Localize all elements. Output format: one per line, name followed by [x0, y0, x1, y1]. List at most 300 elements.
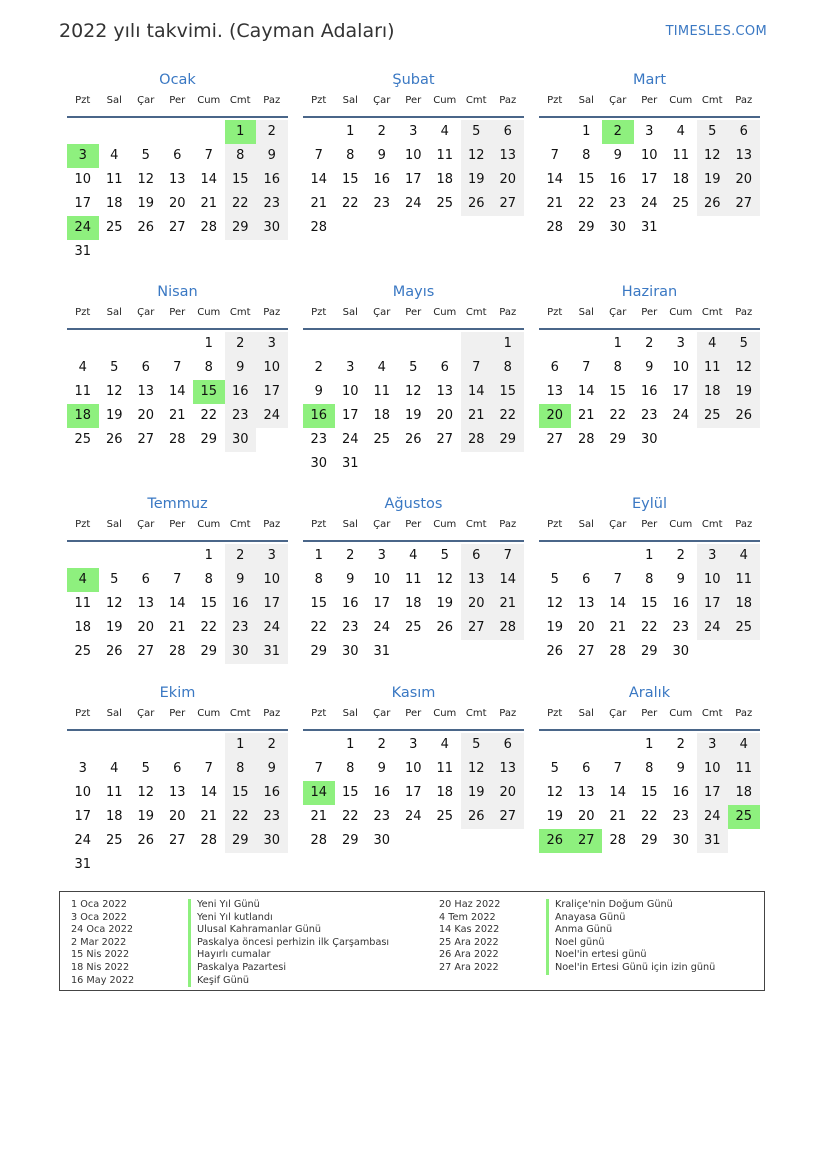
- weekday-header: [539, 514, 760, 542]
- holiday-date: 1 Oca 2022: [71, 899, 127, 910]
- calendar-day: 11: [436, 148, 454, 163]
- calendar-day: 26: [105, 432, 123, 447]
- calendar-day: 6: [173, 761, 182, 776]
- calendar-day: 3: [697, 733, 729, 757]
- calendar-day: 3: [346, 360, 355, 375]
- calendar-day: 26: [137, 220, 155, 235]
- weekday-label: Per: [405, 307, 422, 318]
- calendar-day: 18: [105, 809, 123, 824]
- weekday-label: Per: [169, 307, 186, 318]
- calendar-day: 9: [645, 360, 654, 375]
- calendar-day: 10: [373, 572, 391, 587]
- calendar-day: 8: [645, 761, 654, 776]
- calendar-day: 7: [613, 572, 622, 587]
- calendar-day: 6: [728, 120, 760, 144]
- calendar-day: 11: [105, 785, 123, 800]
- weekday-label: Cum: [197, 519, 221, 530]
- calendar-day: 18: [404, 596, 422, 611]
- calendar-day: 16: [256, 168, 288, 192]
- holiday-date: 25 Ara 2022: [439, 936, 499, 948]
- weekday-label: Sal: [342, 307, 358, 318]
- empty-cell: [99, 332, 131, 356]
- empty-cell: [303, 733, 335, 757]
- calendar-day: 24: [373, 620, 391, 635]
- calendar-day: 19: [461, 168, 493, 192]
- calendar-day: 17: [697, 592, 729, 616]
- calendar-day: 5: [461, 120, 493, 144]
- weekday-label: Pzt: [75, 708, 91, 719]
- calendar-day: 6: [141, 572, 150, 587]
- calendar-day: 3: [67, 144, 99, 168]
- calendar-day: 24: [640, 196, 658, 211]
- calendar-day: 4: [67, 568, 99, 592]
- empty-cell: [130, 544, 162, 568]
- calendar-day: 19: [436, 596, 454, 611]
- calendar-day: 30: [341, 644, 359, 659]
- calendar-day: 29: [225, 216, 257, 240]
- calendar-day: 16: [373, 172, 391, 187]
- calendar-day: 13: [492, 757, 524, 781]
- calendar-day: 28: [609, 833, 627, 848]
- weekday-label: Cum: [433, 708, 457, 719]
- calendar-day: 22: [640, 620, 658, 635]
- calendar-day: 13: [168, 172, 186, 187]
- calendar-day: 11: [404, 572, 422, 587]
- holiday-names-right: [546, 899, 715, 975]
- calendar-day: 4: [697, 332, 729, 356]
- weekday-label: Pzt: [311, 95, 327, 106]
- calendar-day: 20: [137, 408, 155, 423]
- holiday-date: 3 Oca 2022: [71, 911, 127, 923]
- calendar-day: 22: [200, 408, 218, 423]
- calendar-day: 10: [74, 785, 92, 800]
- empty-cell: [539, 332, 571, 356]
- calendar-day: 13: [546, 384, 564, 399]
- weekday-label: Paz: [499, 708, 517, 719]
- weekday-header: [539, 302, 760, 330]
- calendar-day: 8: [314, 572, 323, 587]
- weekday-label: Sal: [578, 519, 594, 530]
- calendar-day: 17: [404, 172, 422, 187]
- calendar-day: 28: [168, 644, 186, 659]
- calendar-day: 18: [105, 196, 123, 211]
- holiday-name: Ulusal Kahramanlar Günü: [188, 924, 389, 937]
- calendar-day: 26: [404, 432, 422, 447]
- calendar-day: 9: [225, 356, 257, 380]
- holiday-name: Paskalya Pazartesi: [188, 962, 389, 975]
- calendar-day: 10: [341, 384, 359, 399]
- calendar-day: 2: [256, 733, 288, 757]
- calendar-day: 11: [74, 384, 92, 399]
- calendar-day: 31: [697, 829, 729, 853]
- calendar-day: 8: [492, 356, 524, 380]
- calendar-day: 3: [697, 544, 729, 568]
- calendar-day: 2: [377, 124, 386, 139]
- day-grid: [303, 120, 524, 240]
- weekday-label: Per: [169, 708, 186, 719]
- weekday-label: Cum: [433, 519, 457, 530]
- weekday-label: Per: [169, 519, 186, 530]
- month-name: Kasım: [391, 685, 436, 701]
- calendar-day: 31: [341, 456, 359, 471]
- weekday-label: Cum: [433, 95, 457, 106]
- empty-cell: [303, 120, 335, 144]
- weekday-label: Çar: [373, 519, 391, 530]
- calendar-day: 4: [440, 737, 449, 752]
- calendar-day: 18: [672, 172, 690, 187]
- calendar-day: 17: [256, 380, 288, 404]
- weekday-label: Cum: [669, 519, 693, 530]
- empty-cell: [162, 332, 194, 356]
- holiday-date: 16 May 2022: [71, 974, 135, 986]
- calendar-day: 22: [341, 809, 359, 824]
- weekday-label: Paz: [263, 307, 281, 318]
- calendar-day: 3: [409, 737, 418, 752]
- calendar-day: 25: [436, 196, 454, 211]
- empty-cell: [99, 120, 131, 144]
- weekday-label: Paz: [263, 95, 281, 106]
- calendar-day: 25: [728, 616, 760, 640]
- calendar-day: 11: [728, 568, 760, 592]
- empty-cell: [130, 332, 162, 356]
- calendar-day: 10: [404, 148, 422, 163]
- calendar-day: 5: [110, 360, 119, 375]
- calendar-day: 26: [105, 644, 123, 659]
- calendar-day: 12: [137, 172, 155, 187]
- calendar-day: 1: [645, 548, 654, 563]
- empty-cell: [130, 240, 162, 264]
- calendar-day: 31: [256, 640, 288, 664]
- calendar-day: 8: [225, 757, 257, 781]
- empty-cell: [429, 829, 461, 853]
- calendar-day: 24: [67, 216, 99, 240]
- calendar-day: 29: [310, 644, 328, 659]
- calendar-day: 16: [672, 596, 690, 611]
- calendar-day: 30: [609, 220, 627, 235]
- weekday-label: Per: [641, 307, 658, 318]
- calendar-day: 12: [105, 384, 123, 399]
- weekday-label: Pzt: [547, 519, 563, 530]
- holiday-name: Noel günü: [546, 937, 715, 950]
- calendar-day: 21: [461, 404, 493, 428]
- calendar-day: 15: [640, 785, 658, 800]
- calendar-day: 23: [225, 616, 257, 640]
- calendar-day: 9: [346, 572, 355, 587]
- holiday-dates-left: [71, 899, 134, 987]
- calendar-day: 2: [225, 332, 257, 356]
- calendar-day: 21: [492, 592, 524, 616]
- calendar-day: 6: [550, 360, 559, 375]
- weekday-label: Çar: [137, 708, 155, 719]
- holiday-date: 14 Kas 2022: [439, 924, 500, 936]
- weekday-label: Cmt: [465, 95, 487, 106]
- calendar-day: 25: [436, 809, 454, 824]
- month-name: Mayıs: [392, 284, 435, 300]
- empty-cell: [398, 332, 430, 356]
- empty-cell: [67, 332, 99, 356]
- month-calendar: [539, 683, 760, 853]
- calendar-day: 8: [346, 761, 355, 776]
- calendar-day: 18: [728, 592, 760, 616]
- calendar-day: 17: [672, 384, 690, 399]
- calendar-day: 12: [404, 384, 422, 399]
- calendar-day: 25: [105, 220, 123, 235]
- calendar-day: 8: [582, 148, 591, 163]
- weekday-header: [303, 514, 524, 542]
- calendar-day: 20: [577, 809, 595, 824]
- calendar-day: 8: [346, 148, 355, 163]
- day-grid: [67, 733, 288, 877]
- calendar-day: 2: [377, 737, 386, 752]
- empty-cell: [335, 216, 367, 240]
- calendar-day: 11: [728, 757, 760, 781]
- empty-cell: [162, 853, 194, 877]
- calendar-day: 29: [341, 833, 359, 848]
- month-calendar: [539, 70, 760, 240]
- calendar-day: 19: [546, 620, 564, 635]
- calendar-day: 12: [461, 757, 493, 781]
- month-name: Ekim: [159, 685, 196, 701]
- calendar-day: 17: [74, 196, 92, 211]
- calendar-day: 31: [74, 857, 92, 872]
- calendar-day: 20: [539, 404, 571, 428]
- brand-link[interactable]: TIMESLES.COM: [665, 24, 767, 39]
- calendar-day: 19: [461, 781, 493, 805]
- calendar-day: 28: [200, 220, 218, 235]
- calendar-day: 11: [105, 172, 123, 187]
- empty-cell: [539, 120, 571, 144]
- calendar-day: 12: [697, 144, 729, 168]
- calendar-day: 21: [609, 620, 627, 635]
- empty-cell: [162, 544, 194, 568]
- calendar-day: 26: [697, 192, 729, 216]
- weekday-label: Pzt: [311, 307, 327, 318]
- weekday-label: Pzt: [311, 708, 327, 719]
- calendar-day: 26: [436, 620, 454, 635]
- calendar-day: 15: [640, 596, 658, 611]
- empty-cell: [67, 544, 99, 568]
- calendar-day: 13: [577, 596, 595, 611]
- calendar-day: 10: [404, 761, 422, 776]
- empty-cell: [256, 428, 288, 452]
- weekday-label: Çar: [137, 95, 155, 106]
- calendar-day: 28: [310, 833, 328, 848]
- weekday-label: Cmt: [229, 708, 251, 719]
- calendar-day: 14: [303, 781, 335, 805]
- weekday-header: [303, 703, 524, 731]
- weekday-label: Paz: [499, 519, 517, 530]
- calendar-day: 15: [341, 785, 359, 800]
- calendar-day: 12: [105, 596, 123, 611]
- calendar-day: 18: [67, 404, 99, 428]
- calendar-day: 11: [672, 148, 690, 163]
- calendar-day: 20: [137, 620, 155, 635]
- calendar-day: 2: [314, 360, 323, 375]
- calendar-day: 6: [492, 120, 524, 144]
- calendar-day: 1: [492, 332, 524, 356]
- calendar-day: 27: [168, 833, 186, 848]
- calendar-day: 5: [461, 733, 493, 757]
- calendar-day: 21: [200, 809, 218, 824]
- calendar-day: 10: [256, 356, 288, 380]
- day-grid: [67, 120, 288, 264]
- holiday-date: 24 Oca 2022: [71, 924, 134, 936]
- empty-cell: [665, 428, 697, 452]
- calendar-day: 21: [609, 809, 627, 824]
- calendar-day: 29: [492, 428, 524, 452]
- calendar-day: 15: [492, 380, 524, 404]
- empty-cell: [461, 332, 493, 356]
- calendar-day: 29: [609, 432, 627, 447]
- empty-cell: [67, 120, 99, 144]
- calendar-day: 2: [676, 548, 685, 563]
- calendar-day: 2: [645, 336, 654, 351]
- calendar-day: 30: [256, 829, 288, 853]
- calendar-day: 13: [137, 384, 155, 399]
- calendar-day: 5: [110, 572, 119, 587]
- calendar-day: 29: [200, 644, 218, 659]
- month-name: Aralık: [628, 685, 671, 701]
- calendar-day: 19: [728, 380, 760, 404]
- empty-cell: [398, 452, 430, 476]
- month-name: Temmuz: [147, 496, 208, 512]
- calendar-day: 17: [256, 592, 288, 616]
- calendar-day: 17: [404, 785, 422, 800]
- calendar-day: 8: [225, 144, 257, 168]
- empty-cell: [256, 240, 288, 264]
- holiday-date: 2 Mar 2022: [71, 936, 127, 948]
- empty-cell: [571, 332, 603, 356]
- weekday-label: Çar: [609, 307, 627, 318]
- calendar-day: 5: [409, 360, 418, 375]
- empty-cell: [130, 733, 162, 757]
- calendar-day: 27: [571, 829, 603, 853]
- empty-cell: [193, 853, 225, 877]
- calendar-day: 23: [672, 809, 690, 824]
- calendar-day: 21: [310, 809, 328, 824]
- calendar-day: 13: [137, 596, 155, 611]
- calendar-day: 6: [440, 360, 449, 375]
- calendar-day: 27: [436, 432, 454, 447]
- calendar-day: 27: [492, 192, 524, 216]
- holiday-date: 18 Nis 2022: [71, 961, 130, 973]
- calendar-day: 28: [492, 616, 524, 640]
- calendar-day: 25: [74, 432, 92, 447]
- calendar-day: 11: [373, 384, 391, 399]
- calendar-day: 18: [436, 172, 454, 187]
- calendar-day: 7: [314, 148, 323, 163]
- calendar-day: 29: [640, 644, 658, 659]
- weekday-label: Pzt: [75, 519, 91, 530]
- calendar-day: 6: [492, 733, 524, 757]
- empty-cell: [461, 452, 493, 476]
- calendar-day: 8: [204, 572, 213, 587]
- weekday-label: Per: [641, 519, 658, 530]
- calendar-day: 20: [168, 196, 186, 211]
- empty-cell: [539, 733, 571, 757]
- empty-cell: [193, 733, 225, 757]
- empty-cell: [429, 332, 461, 356]
- empty-cell: [225, 240, 257, 264]
- calendar-day: 24: [74, 833, 92, 848]
- calendar-day: 22: [225, 805, 257, 829]
- month-calendar: [67, 683, 288, 877]
- calendar-day: 7: [314, 761, 323, 776]
- calendar-day: 22: [609, 408, 627, 423]
- day-grid: [539, 544, 760, 664]
- month-calendar: [303, 282, 524, 476]
- empty-cell: [665, 216, 697, 240]
- calendar-day: 22: [310, 620, 328, 635]
- calendar-day: 30: [640, 432, 658, 447]
- calendar-day: 3: [78, 761, 87, 776]
- holiday-date: 15 Nis 2022: [71, 949, 130, 961]
- calendar-day: 7: [204, 761, 213, 776]
- weekday-header: [67, 302, 288, 330]
- calendar-day: 6: [141, 360, 150, 375]
- weekday-label: Per: [641, 95, 658, 106]
- calendar-day: 14: [492, 568, 524, 592]
- calendar-day: 12: [546, 785, 564, 800]
- weekday-label: Sal: [106, 95, 122, 106]
- weekday-label: Cmt: [701, 307, 723, 318]
- empty-cell: [366, 332, 398, 356]
- weekday-label: Per: [641, 708, 658, 719]
- calendar-day: 13: [728, 144, 760, 168]
- calendar-day: 14: [168, 596, 186, 611]
- calendar-day: 19: [137, 196, 155, 211]
- calendar-day: 10: [640, 148, 658, 163]
- calendar-day: 15: [200, 596, 218, 611]
- calendar-day: 18: [74, 620, 92, 635]
- calendar-day: 9: [225, 568, 257, 592]
- calendar-day: 1: [225, 120, 257, 144]
- calendar-day: 22: [225, 192, 257, 216]
- calendar-day: 16: [256, 781, 288, 805]
- calendar-day: 20: [492, 168, 524, 192]
- calendar-day: 25: [672, 196, 690, 211]
- calendar-day: 31: [640, 220, 658, 235]
- calendar-day: 28: [168, 432, 186, 447]
- calendar-day: 26: [728, 404, 760, 428]
- calendar-day: 3: [409, 124, 418, 139]
- calendar-day: 23: [609, 196, 627, 211]
- empty-cell: [335, 332, 367, 356]
- calendar-day: 4: [728, 733, 760, 757]
- calendar-day: 21: [200, 196, 218, 211]
- calendar-day: 2: [676, 737, 685, 752]
- weekday-label: Çar: [137, 519, 155, 530]
- weekday-label: Cmt: [465, 519, 487, 530]
- empty-cell: [162, 733, 194, 757]
- weekday-label: Paz: [263, 708, 281, 719]
- calendar-day: 10: [697, 757, 729, 781]
- empty-cell: [492, 640, 524, 664]
- calendar-day: 27: [137, 644, 155, 659]
- weekday-label: Sal: [578, 708, 594, 719]
- empty-cell: [492, 829, 524, 853]
- calendar-day: 25: [697, 404, 729, 428]
- calendar-day: 4: [409, 548, 418, 563]
- weekday-label: Pzt: [311, 519, 327, 530]
- calendar-day: 15: [225, 781, 257, 805]
- calendar-day: 28: [546, 220, 564, 235]
- calendar-day: 21: [577, 408, 595, 423]
- weekday-label: Çar: [373, 95, 391, 106]
- calendar-day: 18: [373, 408, 391, 423]
- calendar-day: 1: [204, 336, 213, 351]
- empty-cell: [728, 428, 760, 452]
